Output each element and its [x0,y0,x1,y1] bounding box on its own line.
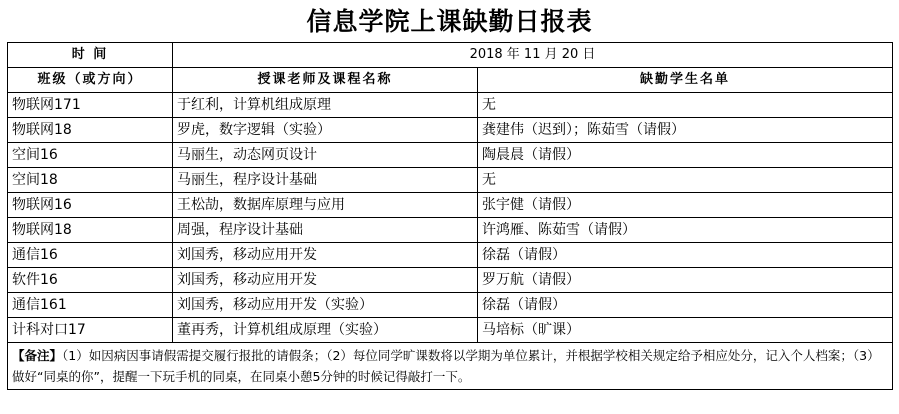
date-row [8,43,893,68]
teacher-course-cell: 罗虎，数字逻辑（实验） [173,118,478,143]
column-header-row [8,68,893,93]
table-row [8,143,893,168]
attendance-table [7,42,893,390]
absent-students-cell: 许鸿雁、陈茹雪（请假） [478,218,893,243]
table-row [8,318,893,343]
report-title: 信息学院上课缺勤日报表 [306,7,593,36]
absent-students-cell: 无 [478,93,893,118]
time-label: 时 间 [8,43,173,68]
absent-students-cell: 徐磊（请假） [478,243,893,268]
class-cell: 物联网171 [8,93,173,118]
teacher-course-cell: 刘国秀，移动应用开发 [173,243,478,268]
notes-row [8,343,893,390]
absent-students-cell: 龚建伟（迟到）；陈茹雪（请假） [478,118,893,143]
class-cell: 空间16 [8,143,173,168]
teacher-course-cell: 董再秀，计算机组成原理（实验） [173,318,478,343]
class-cell: 软件16 [8,268,173,293]
column-header-class: 班级（或方向） [8,68,173,93]
teacher-course-cell: 马丽生，程序设计基础 [173,168,478,193]
teacher-course-cell: 刘国秀，移动应用开发 [173,268,478,293]
table-row [8,218,893,243]
teacher-course-cell: 周强，程序设计基础 [173,218,478,243]
absent-students-cell: 罗万航（请假） [478,268,893,293]
table-row [8,193,893,218]
class-cell: 空间18 [8,168,173,193]
teacher-course-cell: 马丽生，动态网页设计 [173,143,478,168]
class-cell: 物联网16 [8,193,173,218]
absent-students-cell: 张宇健（请假） [478,193,893,218]
teacher-course-cell: 刘国秀，移动应用开发（实验） [173,293,478,318]
class-cell: 通信161 [8,293,173,318]
column-header-absent: 缺勤学生名单 [478,68,893,93]
notes-label: 【备注】 [12,348,63,363]
table-row [8,268,893,293]
class-cell: 通信16 [8,243,173,268]
absent-students-cell: 马培标（旷课） [478,318,893,343]
column-header-teacher-course: 授课老师及课程名称 [173,68,478,93]
absent-students-cell: 无 [478,168,893,193]
table-row [8,93,893,118]
table-row [8,168,893,193]
table-row [8,243,893,268]
teacher-course-cell: 于红利，计算机组成原理 [173,93,478,118]
table-row [8,293,893,318]
class-cell: 物联网18 [8,218,173,243]
table-row [8,118,893,143]
absent-students-cell: 徐磊（请假） [478,293,893,318]
absent-students-cell: 陶晨晨（请假） [478,143,893,168]
notes-text: （1）如因病因事请假需提交履行报批的请假条；（2）每位同学旷课数将以学期为单位累计，并根据学校相关规定给予相应处分，记入个人档案；（3）做好“同桌的你”，提醒一下玩手机的同桌，在同桌小憩5分钟的时候记得敲打一下。 [12,348,880,384]
teacher-course-cell: 王松劼，数据库原理与应用 [173,193,478,218]
class-cell: 计科对口17 [8,318,173,343]
report-date: 2018 年 11 月 20 日 [173,43,893,68]
class-cell: 物联网18 [8,118,173,143]
notes-cell [8,343,893,390]
